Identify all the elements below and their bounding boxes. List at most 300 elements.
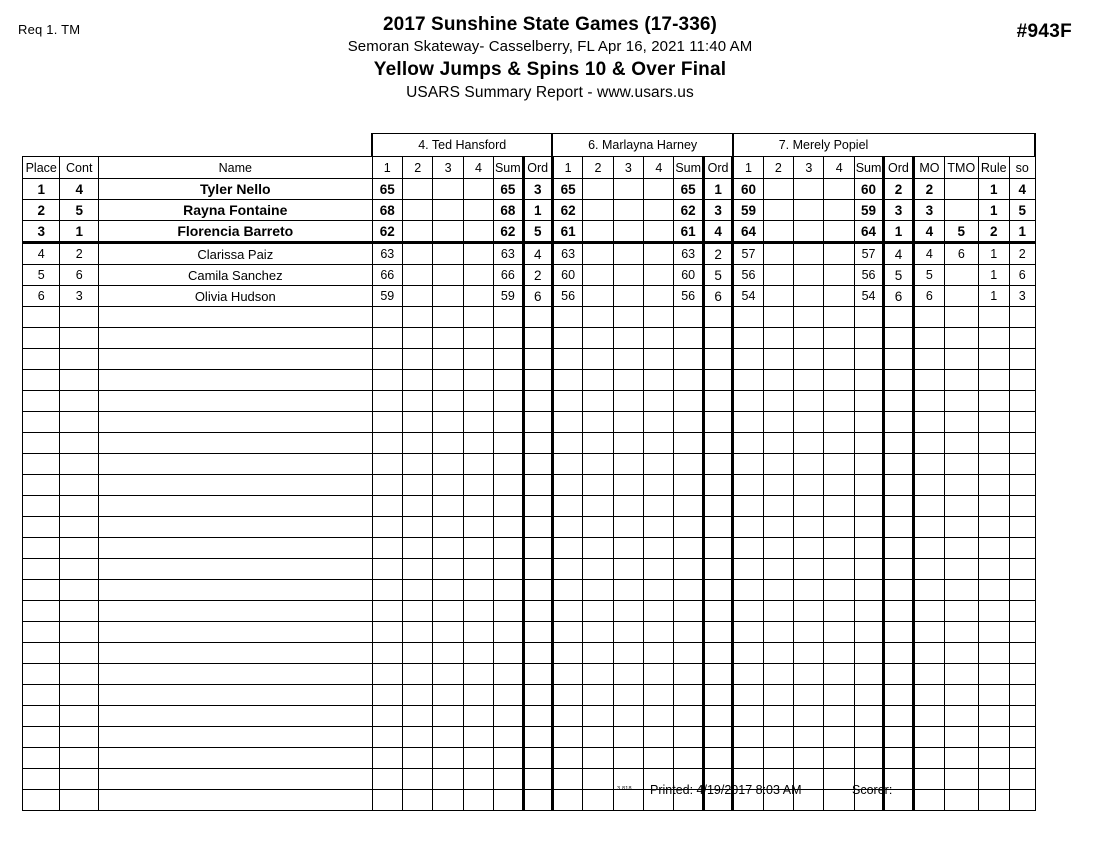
cell-empty <box>613 685 643 706</box>
cell-empty <box>433 706 463 727</box>
table-row-empty[interactable] <box>23 412 1036 433</box>
cell-empty <box>613 391 643 412</box>
cell-empty <box>433 727 463 748</box>
cell-empty <box>60 517 99 538</box>
cell-empty <box>945 727 978 748</box>
cell-empty <box>644 685 674 706</box>
table-row[interactable] <box>23 200 1036 221</box>
cell-empty <box>794 454 824 475</box>
cell-empty <box>794 643 824 664</box>
cell-empty <box>854 517 883 538</box>
cell-empty <box>372 538 402 559</box>
cell-empty <box>824 328 854 349</box>
cell-empty <box>854 706 883 727</box>
table-row[interactable] <box>23 221 1036 243</box>
judge-banner-end <box>913 134 1035 157</box>
footer-reference-number: 3.818 <box>617 786 632 792</box>
judge-banner-row <box>23 134 1036 157</box>
cell-cont: 1 <box>60 221 99 243</box>
cell-empty <box>824 706 854 727</box>
cell-tmo <box>945 286 978 307</box>
table-row[interactable] <box>23 179 1036 200</box>
cell-empty <box>674 370 703 391</box>
cell-empty <box>60 643 99 664</box>
cell-empty <box>463 475 493 496</box>
cell-empty <box>763 412 793 433</box>
cell-empty <box>372 475 402 496</box>
cell-empty <box>613 433 643 454</box>
cell-empty <box>552 706 582 727</box>
req-tag: Req 1. TM <box>18 22 81 37</box>
cell-empty <box>583 601 613 622</box>
table-row-empty[interactable] <box>23 328 1036 349</box>
cell-empty <box>613 748 643 769</box>
cell-empty <box>1009 370 1035 391</box>
column-header-j1-4: 4 <box>463 157 493 179</box>
cell-empty <box>884 328 913 349</box>
cell-place: 3 <box>23 221 60 243</box>
cell-empty <box>523 475 552 496</box>
cell-empty <box>23 391 60 412</box>
cell-empty <box>60 559 99 580</box>
cell-empty <box>884 370 913 391</box>
column-header-j2-ord: Ord <box>703 157 732 179</box>
cell-empty <box>60 496 99 517</box>
cell-empty <box>433 328 463 349</box>
cell-empty <box>763 727 793 748</box>
cell-empty <box>98 601 372 622</box>
cell-empty <box>433 370 463 391</box>
cell-j2-3 <box>613 286 643 307</box>
cell-empty <box>854 454 883 475</box>
cell-empty <box>945 706 978 727</box>
cell-empty <box>60 706 99 727</box>
cell-empty <box>763 622 793 643</box>
cell-empty <box>494 475 523 496</box>
cell-j3-2 <box>763 200 793 221</box>
cell-rule: 1 <box>978 243 1009 265</box>
table-row-empty[interactable] <box>23 454 1036 475</box>
cell-empty <box>644 727 674 748</box>
cell-empty <box>552 727 582 748</box>
cell-empty <box>583 706 613 727</box>
cell-empty <box>523 643 552 664</box>
cell-empty <box>884 475 913 496</box>
cell-empty <box>372 706 402 727</box>
cell-empty <box>763 307 793 328</box>
cell-empty <box>60 748 99 769</box>
cell-empty <box>644 517 674 538</box>
cell-empty <box>60 622 99 643</box>
cell-empty <box>60 538 99 559</box>
table-row-empty[interactable] <box>23 391 1036 412</box>
column-header-so: so <box>1009 157 1035 179</box>
cell-empty <box>978 433 1009 454</box>
cell-empty <box>583 538 613 559</box>
cell-so: 1 <box>1009 221 1035 243</box>
cell-empty <box>463 496 493 517</box>
cell-empty <box>1009 559 1035 580</box>
cell-empty <box>733 391 763 412</box>
cell-empty <box>60 370 99 391</box>
cell-empty <box>884 559 913 580</box>
cell-empty <box>1009 538 1035 559</box>
table-row-empty[interactable] <box>23 664 1036 685</box>
cell-empty <box>763 643 793 664</box>
cell-empty <box>703 412 732 433</box>
cell-empty <box>523 349 552 370</box>
cell-empty <box>552 685 582 706</box>
cell-empty <box>613 622 643 643</box>
cell-empty <box>494 307 523 328</box>
cell-empty <box>763 454 793 475</box>
table-row-empty[interactable] <box>23 538 1036 559</box>
cell-empty <box>98 328 372 349</box>
cell-j2-1: 65 <box>552 179 582 200</box>
cell-empty <box>794 622 824 643</box>
table-row[interactable] <box>23 286 1036 307</box>
cell-empty <box>644 433 674 454</box>
cell-empty <box>763 517 793 538</box>
cell-empty <box>884 496 913 517</box>
table-row-empty[interactable] <box>23 307 1036 328</box>
cell-empty <box>824 580 854 601</box>
results-table-container <box>22 133 1036 811</box>
cell-empty <box>674 685 703 706</box>
cell-empty <box>433 412 463 433</box>
cell-empty <box>733 685 763 706</box>
cell-empty <box>1009 391 1035 412</box>
cell-j1-1: 59 <box>372 286 402 307</box>
cell-empty <box>1009 664 1035 685</box>
cell-empty <box>494 748 523 769</box>
cell-empty <box>945 454 978 475</box>
cell-rule: 1 <box>978 286 1009 307</box>
cell-empty <box>463 748 493 769</box>
cell-j2-4 <box>644 265 674 286</box>
cell-empty <box>23 727 60 748</box>
cell-empty <box>733 454 763 475</box>
cell-empty <box>703 727 732 748</box>
cell-empty <box>433 391 463 412</box>
cell-empty <box>674 307 703 328</box>
table-row-empty[interactable] <box>23 685 1036 706</box>
cell-empty <box>494 580 523 601</box>
cell-j3-4 <box>824 200 854 221</box>
cell-empty <box>824 307 854 328</box>
table-row-empty[interactable] <box>23 580 1036 601</box>
judge-name-3: 7. Merely Popiel <box>733 134 913 157</box>
cell-empty <box>494 349 523 370</box>
cell-empty <box>854 370 883 391</box>
cell-place: 2 <box>23 200 60 221</box>
cell-empty <box>583 643 613 664</box>
table-row-empty[interactable] <box>23 706 1036 727</box>
cell-j2-1: 61 <box>552 221 582 243</box>
cell-empty <box>613 412 643 433</box>
cell-j1-3 <box>433 200 463 221</box>
cell-j1-sum: 59 <box>494 286 523 307</box>
table-row-empty[interactable] <box>23 622 1036 643</box>
cell-empty <box>552 391 582 412</box>
table-row[interactable] <box>23 265 1036 286</box>
cell-j1-3 <box>433 179 463 200</box>
cell-empty <box>978 538 1009 559</box>
cell-empty <box>733 706 763 727</box>
cell-empty <box>494 664 523 685</box>
cell-empty <box>703 454 732 475</box>
cell-empty <box>463 538 493 559</box>
cell-empty <box>433 685 463 706</box>
cell-empty <box>824 538 854 559</box>
cell-j3-ord: 4 <box>884 243 913 265</box>
cell-empty <box>463 307 493 328</box>
cell-empty <box>703 496 732 517</box>
division-title: Yellow Jumps & Spins 10 & Over Final <box>373 59 727 80</box>
table-row-empty[interactable] <box>23 517 1036 538</box>
cell-j1-ord: 2 <box>523 265 552 286</box>
cell-j3-4 <box>824 221 854 243</box>
cell-empty <box>402 580 432 601</box>
cell-empty <box>463 622 493 643</box>
cell-empty <box>23 328 60 349</box>
cell-empty <box>674 622 703 643</box>
cell-j1-3 <box>433 243 463 265</box>
table-row-empty[interactable] <box>23 349 1036 370</box>
cell-empty <box>583 622 613 643</box>
cell-j1-ord: 4 <box>523 243 552 265</box>
cell-empty <box>644 538 674 559</box>
document-code: #943F <box>1016 21 1072 42</box>
cell-empty <box>1009 517 1035 538</box>
cell-empty <box>824 643 854 664</box>
cell-j3-1: 54 <box>733 286 763 307</box>
cell-empty <box>463 412 493 433</box>
cell-j1-2 <box>402 286 432 307</box>
cell-j3-4 <box>824 265 854 286</box>
cell-empty <box>23 643 60 664</box>
cell-empty <box>523 727 552 748</box>
cell-empty <box>402 664 432 685</box>
cell-j3-2 <box>763 265 793 286</box>
cell-so: 4 <box>1009 179 1035 200</box>
report-subtitle: USARS Summary Report - www.usars.us <box>406 84 694 101</box>
cell-empty <box>884 706 913 727</box>
cell-empty <box>98 559 372 580</box>
cell-empty <box>733 622 763 643</box>
cell-empty <box>613 475 643 496</box>
table-row-empty[interactable] <box>23 643 1036 664</box>
cell-empty <box>733 349 763 370</box>
cell-empty <box>60 391 99 412</box>
cell-empty <box>913 748 944 769</box>
cell-empty <box>854 475 883 496</box>
cell-empty <box>884 643 913 664</box>
cell-empty <box>703 580 732 601</box>
cell-empty <box>552 454 582 475</box>
cell-empty <box>733 433 763 454</box>
cell-j3-ord: 2 <box>884 179 913 200</box>
cell-empty <box>60 727 99 748</box>
cell-empty <box>674 454 703 475</box>
cell-empty <box>824 349 854 370</box>
cell-j3-sum: 64 <box>854 221 883 243</box>
cell-empty <box>884 664 913 685</box>
cell-empty <box>613 559 643 580</box>
cell-empty <box>433 748 463 769</box>
table-row-empty[interactable] <box>23 370 1036 391</box>
cell-empty <box>763 685 793 706</box>
cell-empty <box>913 412 944 433</box>
cell-empty <box>854 601 883 622</box>
cell-empty <box>613 370 643 391</box>
cell-empty <box>60 328 99 349</box>
table-row-empty[interactable] <box>23 727 1036 748</box>
cell-empty <box>98 580 372 601</box>
cell-empty <box>824 475 854 496</box>
cell-empty <box>494 622 523 643</box>
cell-empty <box>23 370 60 391</box>
cell-j3-sum: 57 <box>854 243 883 265</box>
cell-empty <box>402 538 432 559</box>
cell-empty <box>884 685 913 706</box>
cell-j1-ord: 5 <box>523 221 552 243</box>
cell-empty <box>1009 727 1035 748</box>
cell-empty <box>763 748 793 769</box>
cell-empty <box>978 622 1009 643</box>
table-row-empty[interactable] <box>23 475 1036 496</box>
table-row-empty[interactable] <box>23 496 1036 517</box>
table-row-empty[interactable] <box>23 748 1036 769</box>
cell-empty <box>854 538 883 559</box>
cell-empty <box>644 748 674 769</box>
cell-empty <box>978 391 1009 412</box>
cell-j1-4 <box>463 265 493 286</box>
cell-empty <box>463 580 493 601</box>
cell-empty <box>824 748 854 769</box>
cell-empty <box>733 643 763 664</box>
cell-empty <box>98 370 372 391</box>
cell-empty <box>98 391 372 412</box>
cell-empty <box>372 391 402 412</box>
cell-empty <box>433 517 463 538</box>
cell-empty <box>98 748 372 769</box>
cell-j3-ord: 5 <box>884 265 913 286</box>
cell-empty <box>583 685 613 706</box>
cell-empty <box>523 538 552 559</box>
cell-empty <box>644 664 674 685</box>
cell-empty <box>978 454 1009 475</box>
cell-j3-sum: 59 <box>854 200 883 221</box>
cell-empty <box>854 391 883 412</box>
cell-j3-3 <box>794 286 824 307</box>
cell-empty <box>733 412 763 433</box>
table-row[interactable] <box>23 243 1036 265</box>
cell-j3-2 <box>763 179 793 200</box>
cell-j1-3 <box>433 286 463 307</box>
cell-empty <box>674 391 703 412</box>
table-row-empty[interactable] <box>23 559 1036 580</box>
cell-empty <box>794 538 824 559</box>
cell-empty <box>1009 475 1035 496</box>
column-header-j3-2: 2 <box>763 157 793 179</box>
cell-empty <box>824 685 854 706</box>
cell-empty <box>703 475 732 496</box>
cell-empty <box>433 601 463 622</box>
cell-empty <box>854 496 883 517</box>
cell-empty <box>494 517 523 538</box>
cell-empty <box>98 307 372 328</box>
cell-empty <box>552 370 582 391</box>
table-row-empty[interactable] <box>23 601 1036 622</box>
column-header-j2-3: 3 <box>613 157 643 179</box>
cell-j1-2 <box>402 243 432 265</box>
cell-j3-1: 64 <box>733 221 763 243</box>
cell-j3-3 <box>794 243 824 265</box>
cell-empty <box>23 454 60 475</box>
cell-empty <box>433 496 463 517</box>
table-row-empty[interactable] <box>23 433 1036 454</box>
cell-j3-3 <box>794 179 824 200</box>
cell-empty <box>372 727 402 748</box>
cell-j2-4 <box>644 286 674 307</box>
cell-empty <box>978 685 1009 706</box>
cell-empty <box>913 727 944 748</box>
cell-empty <box>913 538 944 559</box>
cell-empty <box>703 559 732 580</box>
cell-empty <box>794 748 824 769</box>
cell-j3-4 <box>824 286 854 307</box>
cell-empty <box>703 643 732 664</box>
cell-empty <box>945 748 978 769</box>
cell-empty <box>763 601 793 622</box>
cell-empty <box>644 601 674 622</box>
cell-empty <box>552 748 582 769</box>
cell-empty <box>60 412 99 433</box>
cell-empty <box>913 370 944 391</box>
column-header-tmo: TMO <box>945 157 978 179</box>
cell-empty <box>402 685 432 706</box>
cell-empty <box>794 391 824 412</box>
cell-empty <box>913 307 944 328</box>
cell-empty <box>913 706 944 727</box>
cell-empty <box>913 580 944 601</box>
cell-empty <box>674 559 703 580</box>
cell-empty <box>523 433 552 454</box>
cell-empty <box>794 727 824 748</box>
cell-empty <box>913 601 944 622</box>
cell-empty <box>583 370 613 391</box>
cell-tmo <box>945 200 978 221</box>
cell-empty <box>854 748 883 769</box>
column-header-j1-3: 3 <box>433 157 463 179</box>
cell-empty <box>60 454 99 475</box>
cell-empty <box>402 727 432 748</box>
cell-empty <box>733 748 763 769</box>
cell-empty <box>824 622 854 643</box>
cell-empty <box>824 370 854 391</box>
printed-timestamp: Printed: 4/19/2017 8:03 AM <box>650 783 802 797</box>
cell-empty <box>463 727 493 748</box>
column-header-j3-sum: Sum <box>854 157 883 179</box>
cell-empty <box>945 307 978 328</box>
cell-empty <box>763 475 793 496</box>
cell-empty <box>913 328 944 349</box>
cell-empty <box>674 727 703 748</box>
cell-j1-2 <box>402 179 432 200</box>
cell-empty <box>978 748 1009 769</box>
cell-empty <box>794 433 824 454</box>
